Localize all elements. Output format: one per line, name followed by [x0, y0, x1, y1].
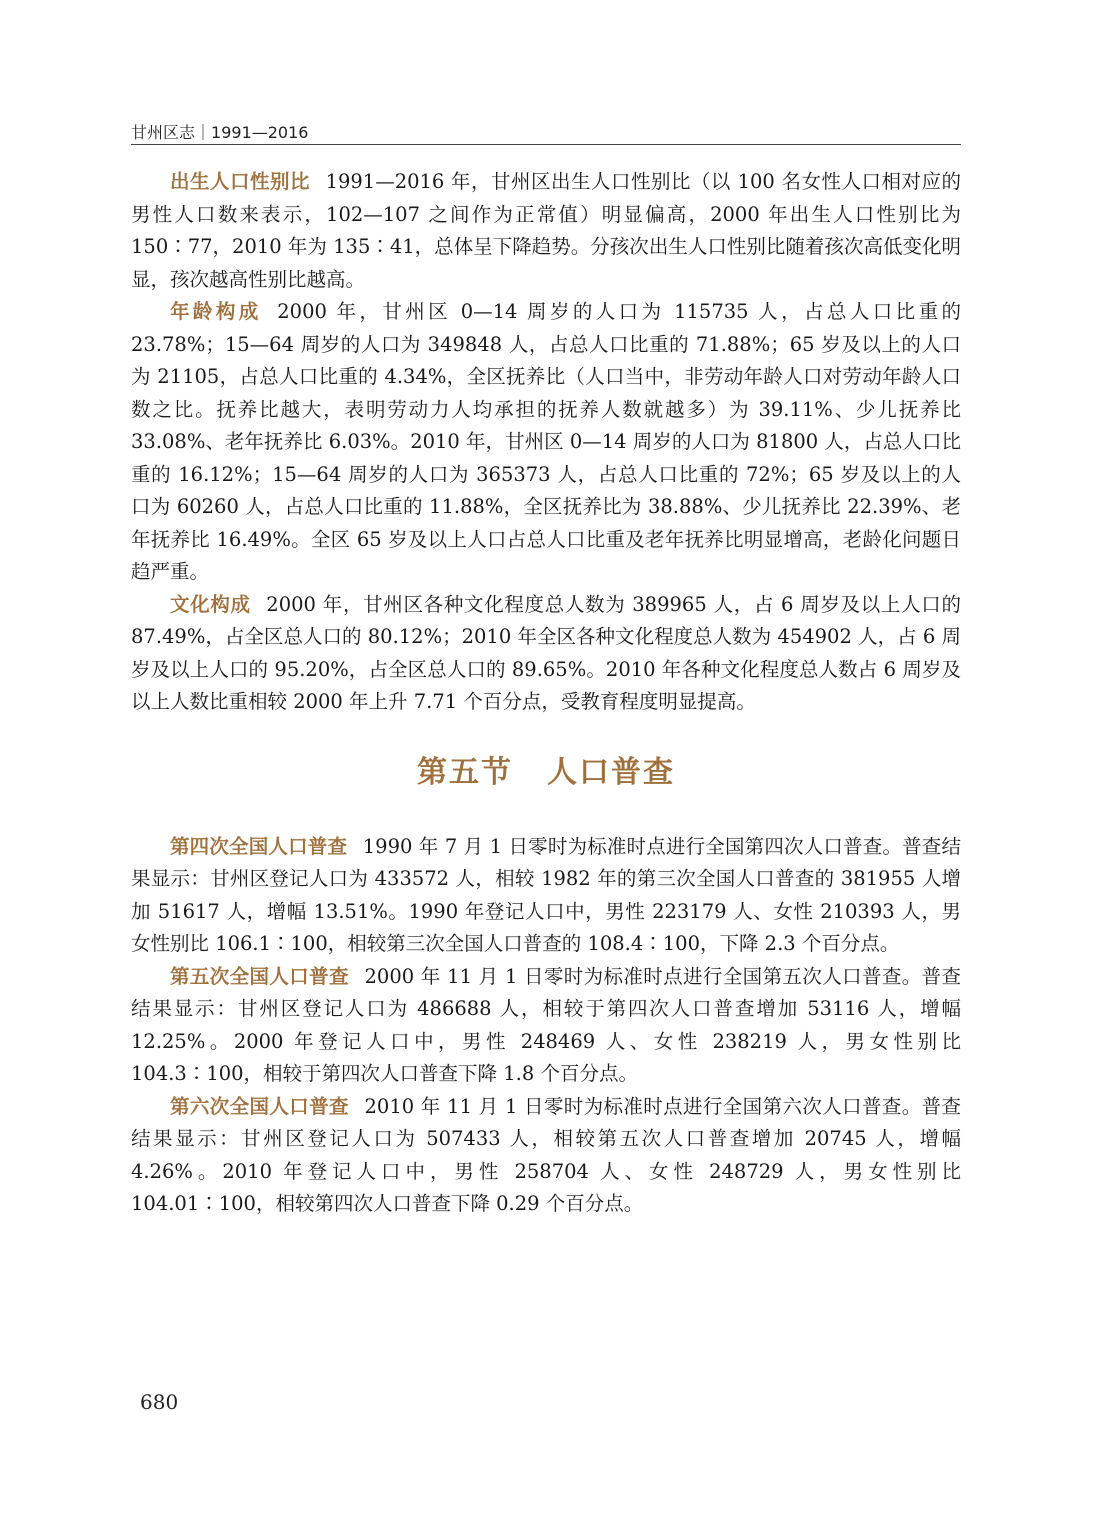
paragraph-text: 2010 年 11 月 1 日零时为标准时点进行全国第六次人口普查。普查结果显示：甘州区登记人口为 507433 人，相较第五次人口普查增加 20745 人，增幅 4.26%。2010 年登记人口中，男性 258704 人、女性 248729 人，男女性别比 104.01∶100，相较第四次人口普查下降 0.29 个百分点。: [131, 1094, 961, 1215]
book-title: 甘州区志: [131, 123, 196, 142]
paragraph-keyword: 第四次全国人口普查: [170, 834, 348, 858]
section-number: 第五节: [417, 754, 513, 790]
paragraph-text: 1990 年 7 月 1 日零时为标准时点进行全国第四次人口普查。普查结果显示：甘州区登记人口为 433572 人，相较 1982 年的第三次全国人口普查的 381955 人增加 51617 人，增幅 13.51%。1990 年登记人口中，男性 223179 人、女性 210393 人，男女性别比 106.1∶100，相较第三次全国人口普查的 108.4∶100，下降 2.3 个百分点。: [131, 834, 961, 955]
paragraph-sixth-census: [131, 1091, 961, 1221]
paragraph-keyword: 文化构成: [170, 592, 251, 616]
page-number: 680: [140, 1390, 179, 1414]
paragraph-keyword: 出生人口性别比: [170, 170, 310, 193]
header-years: 1991—2016: [211, 123, 309, 142]
paragraph-text: 2000 年，甘州区 0—14 周岁的人口为 115735 人，占总人口比重的 23.78%；15—64 周岁的人口为 349848 人，占总人口比重的 71.88%；65 岁及以上的人口为 21105，占总人口比重的 4.34%，全区抚养比（人口当中，非劳动年龄人口对劳动年龄人口数之比。抚养比越大，表明劳动力人均承担的抚养人数就越多）为 39.11%、少儿抚养比 33.08%、老年抚养比 6.03%。2010 年，甘州区 0—14 周岁的人口为 81800 人，占总人口比重的 16.12%；15—64 周岁的人口为 365373 人，占总人口比重的 72%；65 岁及以上的人口为 60260 人，占总人口比重的 11.88%，全区抚养比为 38.88%、少儿抚养比 22.39%、老年抚养比 16.49%。全区 65 岁及以上人口占总人口比重及老年抚养比明显增高，老龄化问题日趋严重。: [131, 300, 961, 583]
header-rule: [131, 144, 961, 145]
paragraph-text: 2000 年 11 月 1 日零时为标准时点进行全国第五次人口普查。普查结果显示：甘州区登记人口为 486688 人，相较于第四次人口普查增加 53116 人，增幅 12.25%。2000 年登记人口中，男性 248469 人、女性 238219 人，男女性别比 104.3∶100，相较于第四次人口普查下降 1.8 个百分点。: [131, 964, 961, 1085]
page-body: [131, 166, 961, 1221]
running-header: [131, 120, 961, 144]
paragraph-fifth-census: [131, 961, 961, 1091]
section-heading: [131, 753, 961, 793]
paragraph-education-structure: [131, 589, 961, 719]
paragraph-keyword: 年龄构成: [170, 300, 262, 323]
paragraph-keyword: 第五次全国人口普查: [170, 964, 349, 988]
header-separator: ｜: [195, 123, 212, 142]
section-title: 人口普查: [547, 754, 675, 790]
paragraph-keyword: 第六次全国人口普查: [170, 1094, 349, 1118]
paragraph-birth-sex-ratio: [131, 166, 961, 296]
paragraph-age-structure: [131, 296, 961, 589]
paragraph-text: 1991—2016 年，甘州区出生人口性别比（以 100 名女性人口相对应的男性人口数来表示，102—107 之间作为正常值）明显偏高，2000 年出生人口性别比为 150∶77，2010 年为 135∶41，总体呈下降趋势。分孩次出生人口性别比随着孩次高低变化明显，孩次越高性别比越高。: [131, 170, 961, 291]
paragraph-text: 2000 年，甘州区各种文化程度总人数为 389965 人，占 6 周岁及以上人口的 87.49%，占全区总人口的 80.12%；2010 年全区各种文化程度总人数为 454902 人，占 6 周岁及以上人口的 95.20%，占全区总人口的 89.65%。2010 年各种文化程度总人数占 6 周岁及以上人数比重相较 2000 年上升 7.71 个百分点，受教育程度明显提高。: [131, 592, 961, 713]
paragraph-fourth-census: [131, 831, 961, 961]
